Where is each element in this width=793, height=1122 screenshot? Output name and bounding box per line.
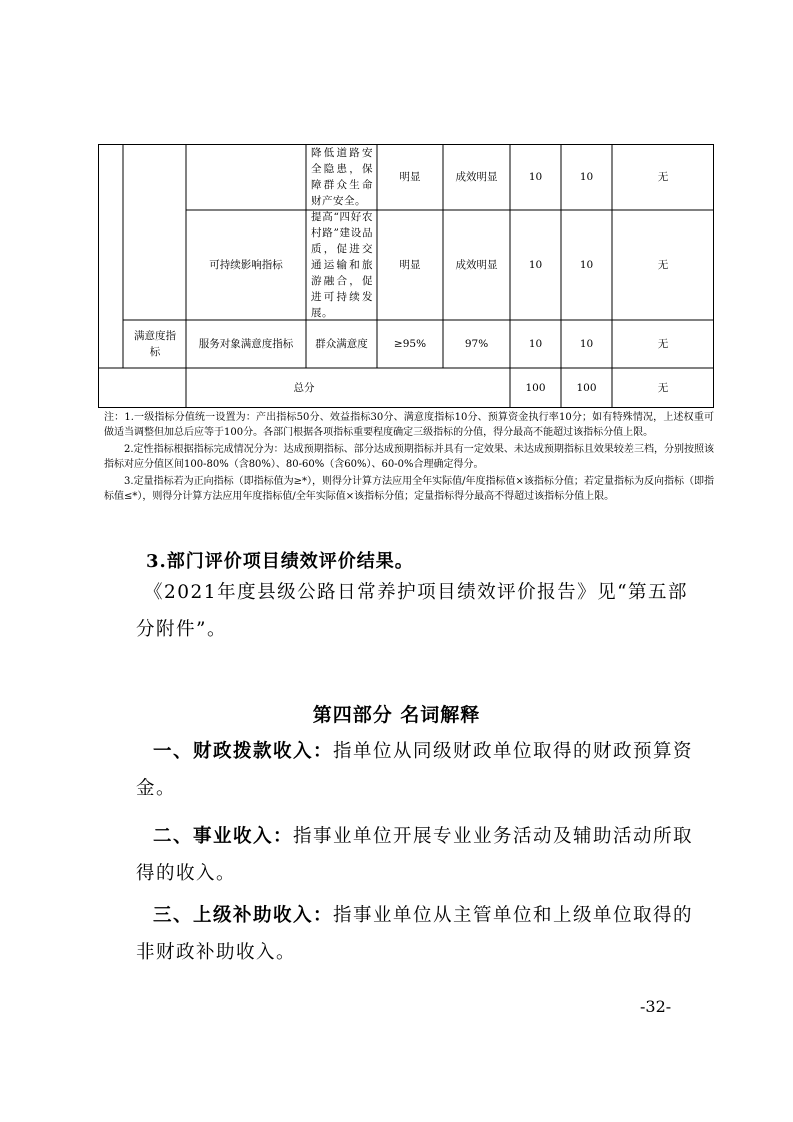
table-cell-target: ≥95% (393, 338, 427, 350)
section-3-heading: 3.部门评价项目绩效评价结果。 (146, 551, 414, 572)
table-notes (104, 410, 714, 506)
note-2: 2.定性指标根据指标完成情况分为：达成预期指标、部分达成预期指标并具有一定效果、未达成预期指标且效果较差三档，分别按照该指标对应分值区间100-80%（含80%）、80-60%（含60%）、60-0%合理确定得分。 (104, 444, 714, 470)
table-cell-level3: 群众满意度 (315, 338, 368, 350)
part-4-title: 第四部分 名词解释 (312, 704, 481, 726)
term-label: 二、事业收入： (153, 826, 294, 847)
table-cell-weight: 10 (528, 338, 543, 350)
section-3-text: 《2021年度县级公路日常养护项目绩效评价报告》见“第五部分附件”。 (136, 582, 689, 640)
term-definition: 指单位从同级财政单位取得的财政预算资金。 (136, 741, 694, 799)
table-cell-weight: 10 (528, 171, 543, 183)
table-total-label: 总分 (293, 382, 315, 394)
term-definition: 指事业单位从主管单位和上级单位取得的非财政补助收入。 (136, 905, 694, 963)
note-3: 3.定量指标若为正向指标（即指标值为≥*），则得分计算方法应用全年实际值/年度指标值×该指标分值；若定量指标为反向指标（即指标值≤*），则得分计算方法应用年度指标值/全年实际值×该指标分值；定量指标得分最高不得超过该指标分值上限。 (104, 476, 714, 502)
table-cell-target: 明显 (399, 171, 421, 183)
table-cell-score: 10 (579, 338, 594, 350)
table-cell-level3: 提高“四好农村路”建设品质，促进交通运输和旅游融合，促进可持续发展。 (311, 211, 373, 319)
page-number: -32- (640, 997, 672, 1016)
table-cell-target: 明显 (399, 259, 421, 271)
table-cell-note: 无 (657, 259, 669, 271)
term-label: 一、财政拨款收入： (153, 741, 334, 762)
table-total-weight: 100 (525, 382, 546, 394)
table-cell-note: 无 (657, 171, 669, 183)
table-cell-weight: 10 (528, 259, 543, 271)
table-cell-actual: 成效明显 (455, 171, 498, 183)
table-cell-level1: 满意度指标 (134, 330, 176, 358)
table-cell-level2: 服务对象满意度指标 (198, 338, 294, 350)
table-cell-note: 无 (657, 338, 669, 350)
table-cell-actual: 97% (464, 338, 489, 350)
term-definition: 指事业单位开展专业业务活动及辅助活动所取得的收入。 (136, 826, 694, 884)
table-cell-level2: 可持续影响指标 (209, 259, 283, 271)
term-item (136, 733, 696, 807)
term-item (136, 818, 696, 892)
table-total-note: 无 (657, 382, 669, 394)
note-1: 注：1.一级指标分值统一设置为：产出指标50分、效益指标30分、满意度指标10分、预算资金执行率10分；如有特殊情况，上述权重可做适当调整但加总后应等于100分。各部门根据各项指标重要程度确定三级指标的分值，得分最高不能超过该指标分值上限。 (104, 412, 714, 438)
term-item (136, 897, 696, 971)
table-total-score: 100 (576, 382, 597, 394)
table-cell-score: 10 (579, 259, 594, 271)
table-cell-score: 10 (579, 171, 594, 183)
performance-table (98, 144, 714, 408)
table-cell-level3: 降低道路安全隐患，保障群众生命财产安全。 (311, 147, 373, 207)
table-cell-actual: 成效明显 (455, 259, 498, 271)
term-label: 三、上级补助收入： (153, 905, 334, 926)
